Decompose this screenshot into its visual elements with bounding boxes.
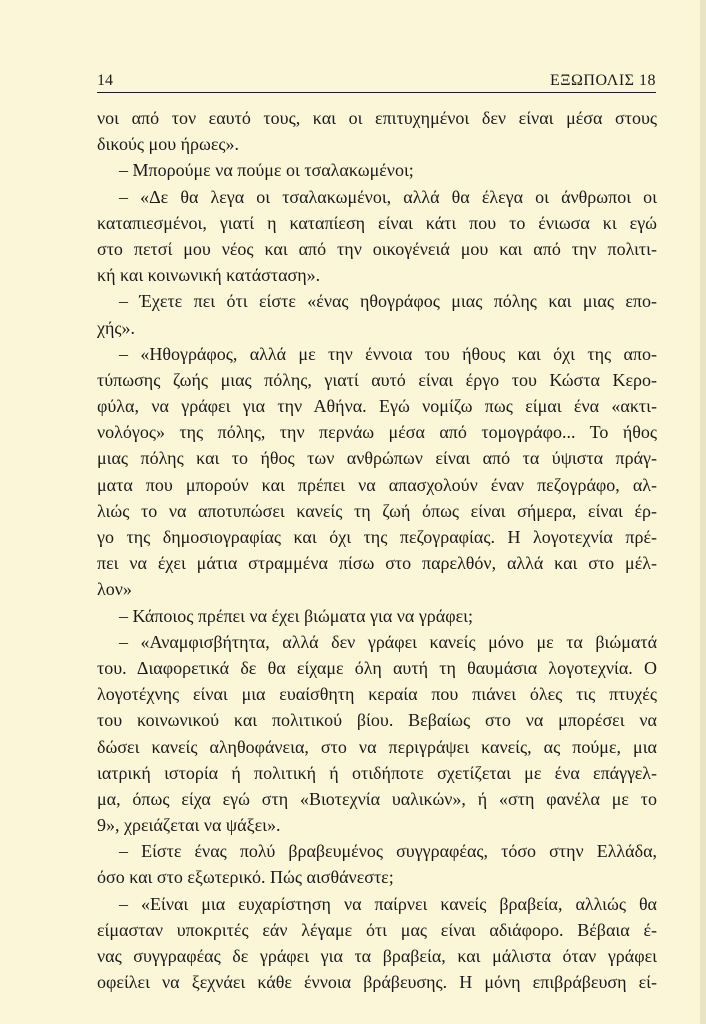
text-line: όσο και στο εξωτερικό. Πώς αισθάνεστε; bbox=[97, 867, 394, 888]
text-line: δώσει κανείς αληθοφάνεια, στο να περιγράψει κανείς, ας πούμε, μια bbox=[97, 736, 657, 757]
text-line: καταπιεσμένοι, γιατί η καταπίεση είναι κάτι που το ένιωσα κι εγώ bbox=[97, 212, 657, 233]
text-line: – Έχετε πει ότι είστε «ένας ηθογράφος μιας πόλης και μιας επο- bbox=[119, 291, 657, 312]
page-header bbox=[97, 70, 656, 92]
text-line: στο πετσί μου νέος και από την οικογένειά μου και από την πολιτι- bbox=[97, 238, 657, 259]
text-line: – «Αναμφισβήτητα, αλλά δεν γράφει κανείς μόνο με τα βιώματά bbox=[119, 631, 657, 652]
text-line: νολόγος» της πόλης, την περνάω μέσα από τομογράφο... Το ήθος bbox=[97, 422, 657, 443]
text-line: μιας πόλης και το ήθος των ανθρώπων είναι από τα ύψιστα πράγ- bbox=[97, 448, 657, 469]
text-line: – «Είναι μια ευχαρίστηση να παίρνει κανείς βραβεία, αλλιώς θα bbox=[119, 893, 657, 914]
text-line: τύπωσης ζωής μιας πόλης, γιατί αυτό είναι έργο του Κώστα Κερο- bbox=[97, 369, 657, 390]
text-line: χής». bbox=[97, 317, 136, 338]
text-line: ιατρική ιστορία ή πολιτική ή οτιδήποτε σχετίζεται με ένα επάγγελ- bbox=[97, 762, 657, 783]
page-number: 14 bbox=[97, 72, 113, 89]
text-line: του κοινωνικού και πολιτικού βίου. Βεβαίως στο να μπορέσει να bbox=[97, 710, 657, 731]
running-title: ΕΞΩΠΟΛΙΣ 18 bbox=[549, 72, 656, 89]
text-line: πει να έχει μάτια στραμμένα πίσω στο παρελθόν, αλλά και στο μέλ- bbox=[97, 553, 657, 574]
body-text bbox=[97, 105, 657, 995]
text-line: είμασταν υποκριτές εάν λέγαμε ότι μας είναι αδιάφορο. Βέβαια έ- bbox=[97, 919, 657, 940]
text-line: – Είστε ένας πολύ βραβευμένος συγγραφέας, τόσο στην Ελλάδα, bbox=[119, 841, 657, 862]
text-line: – Μπορούμε να πούμε οι τσαλακωμένοι; bbox=[119, 160, 414, 181]
text-line: οφείλει να ξεχνάει κάθε έννοια βράβευσης. Η μόνη επιβράβευση εί- bbox=[97, 972, 657, 993]
text-line: λιώς το να αποτυπώσει κανείς τη ζωή όπως είναι σήμερα, είναι έρ- bbox=[97, 500, 657, 521]
text-line: – Κάποιος πρέπει να έχει βιώματα για να γράφει; bbox=[119, 605, 474, 626]
text-line: 9», χρειάζεται να ψάξει». bbox=[97, 815, 281, 836]
text-line: γο της δημοσιογραφίας και όχι της πεζογραφίας. Η λογοτεχνία πρέ- bbox=[97, 527, 657, 547]
text-line: κή και κοινωνική κατάσταση». bbox=[97, 265, 321, 286]
text-line: – «Ηθογράφος, αλλά με την έννοια του ήθους και όχι της απο- bbox=[119, 343, 657, 364]
text-line: νας συγγραφέας δε γράφει για τα βραβεία, και μάλιστα όταν γράφει bbox=[97, 946, 657, 966]
header-rule bbox=[97, 92, 656, 93]
text-line: δικούς μου ήρωες». bbox=[97, 134, 240, 155]
text-line: λογοτέχνης είναι μια ευαίσθητη κεραία που πιάνει όλες τις πτυχές bbox=[97, 684, 657, 705]
text-line: ματα που μπορούν και πρέπει να απασχολούν έναν πεζογράφο, αλ- bbox=[97, 474, 657, 495]
text-line: φύλα, να γράφει για την Αθήνα. Εγώ νομίζω πως είμαι ένα «ακτι- bbox=[97, 396, 657, 417]
text-line: λον» bbox=[97, 579, 132, 600]
text-line: νοι από τον εαυτό τους, και οι επιτυχημένοι δεν είναι μέσα στους bbox=[97, 108, 657, 128]
page-edge bbox=[700, 0, 706, 1024]
text-line: του. Διαφορετικά δε θα είχαμε όλη αυτή τη θαυμάσια λογοτεχνία. Ο bbox=[97, 657, 657, 678]
text-line: – «Δε θα λεγα οι τσαλακωμένοι, αλλά θα έλεγα οι άνθρωποι οι bbox=[119, 186, 657, 207]
text-line: μα, όπως είχα εγώ στη «Βιοτεχνία υαλικών», ή «στη φανέλα με το bbox=[97, 788, 657, 809]
